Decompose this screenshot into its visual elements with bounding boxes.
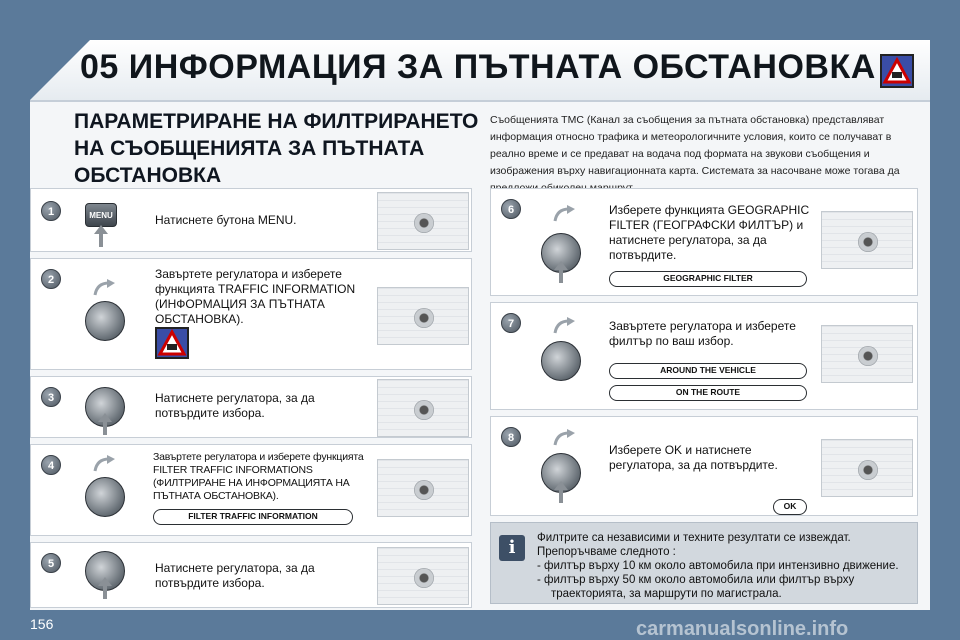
console-image xyxy=(821,439,913,497)
geographic-filter-pill: GEOGRAPHIC FILTER xyxy=(609,271,807,287)
step-2 xyxy=(30,258,472,370)
around-the-vehicle-pill: AROUND THE VEHICLE xyxy=(609,363,807,379)
step-number: 8 xyxy=(501,427,521,447)
page-title: 05 ИНФОРМАЦИЯ ЗА ПЪТНАТА ОБСТАНОВКА xyxy=(80,48,876,86)
step-number: 3 xyxy=(41,387,61,407)
step-text: Натиснете бутона MENU. xyxy=(155,213,297,227)
step-text: Завъртете регулатора и изберете функцията TRAFFIC INFORMATION (ИНФОРМАЦИЯ ЗА ПЪТНАТА ОБСТАНОВКА). xyxy=(155,267,356,326)
ok-pill: OK xyxy=(773,499,807,515)
info-icon: i xyxy=(499,535,525,561)
console-image xyxy=(377,379,469,437)
console-image xyxy=(821,211,913,269)
step-number: 6 xyxy=(501,199,521,219)
step-6 xyxy=(490,188,918,296)
step-number: 4 xyxy=(41,455,61,475)
console-image xyxy=(377,287,469,345)
rotate-arrow-icon xyxy=(553,205,575,223)
step-5 xyxy=(30,542,472,608)
rotate-arrow-icon xyxy=(553,429,575,447)
step-text: Изберете функцията GEOGRAPHIC FILTER (ГЕОГРАФСКИ ФИЛТЪР) и натиснете регулатора, за да потвърдите. xyxy=(609,203,810,262)
info-text: Филтрите са независими и техните резултати се извеждат. Препоръчваме следното : - филтър върху 10 км около автомобила при интензивно движение. - филтър върху 50 км около автомобила или филтър върху траекторията, за маршрути по магистрала. xyxy=(537,532,899,600)
control-knob xyxy=(541,341,581,381)
traffic-info-icon xyxy=(155,327,189,359)
control-knob xyxy=(85,477,125,517)
step-7 xyxy=(490,302,918,410)
manual-page xyxy=(30,40,930,610)
step-text: Завъртете регулатора и изберете функцията FILTER TRAFFIC INFORMATIONS (ФИЛТРИРАНЕ НА ИНФОРМАЦИЯТА НА ПЪТНАТА ОБСТАНОВКА). xyxy=(153,451,364,502)
step-8 xyxy=(490,416,918,516)
step-3 xyxy=(30,376,472,438)
press-arrow-icon xyxy=(554,481,568,503)
step-number: 5 xyxy=(41,553,61,573)
console-image xyxy=(377,547,469,605)
press-arrow-icon xyxy=(98,413,112,435)
console-image xyxy=(821,325,913,383)
step-number: 2 xyxy=(41,269,61,289)
step-number: 1 xyxy=(41,201,61,221)
console-image xyxy=(377,459,469,517)
page-number: 156 xyxy=(30,616,54,632)
step-1 xyxy=(30,188,472,252)
press-arrow-icon xyxy=(554,261,568,283)
rotate-arrow-icon xyxy=(93,455,115,473)
step-text: Завъртете регулатора и изберете филтър по ваш избор. xyxy=(609,319,796,348)
info-note xyxy=(490,522,918,604)
intro-text: Съобщенията TMC (Канал за съобщения за пътната обстановка) представляват информация относно трафика и метеорологичните условия, които се получават в реално време и се предават на водача под формата на звукови съобщения и изображения върху навигационната карта. Системата за насочване може тогава да xyxy=(490,114,900,177)
step-number: 7 xyxy=(501,313,521,333)
watermark: carmanualsonline.info xyxy=(636,618,849,640)
section-subtitle: ПАРАМЕТРИРАНЕ НА ФИЛТРИРАНЕТО НА СЪОБЩЕНИЯТА ЗА ПЪТНАТА ОБСТАНОВКА xyxy=(74,110,479,187)
page-corner xyxy=(30,40,90,100)
page-header xyxy=(30,40,930,102)
step-4 xyxy=(30,444,472,536)
control-knob xyxy=(85,301,125,341)
menu-button: MENU xyxy=(85,203,117,227)
step-text: Изберете OK и натиснете регулатора, за да потвърдите. xyxy=(609,443,778,472)
rotate-arrow-icon xyxy=(93,279,115,297)
step-text: Натиснете регулатора, за да потвърдите избора. xyxy=(155,561,315,590)
step-text: Натиснете регулатора, за да потвърдите избора. xyxy=(155,391,315,420)
press-arrow-icon xyxy=(94,225,108,247)
console-image xyxy=(377,192,469,250)
rotate-arrow-icon xyxy=(553,317,575,335)
press-arrow-icon xyxy=(98,577,112,599)
filter-traffic-information-pill: FILTER TRAFFIC INFORMATION xyxy=(153,509,353,525)
on-the-route-pill: ON THE ROUTE xyxy=(609,385,807,401)
traffic-info-icon xyxy=(880,54,914,88)
